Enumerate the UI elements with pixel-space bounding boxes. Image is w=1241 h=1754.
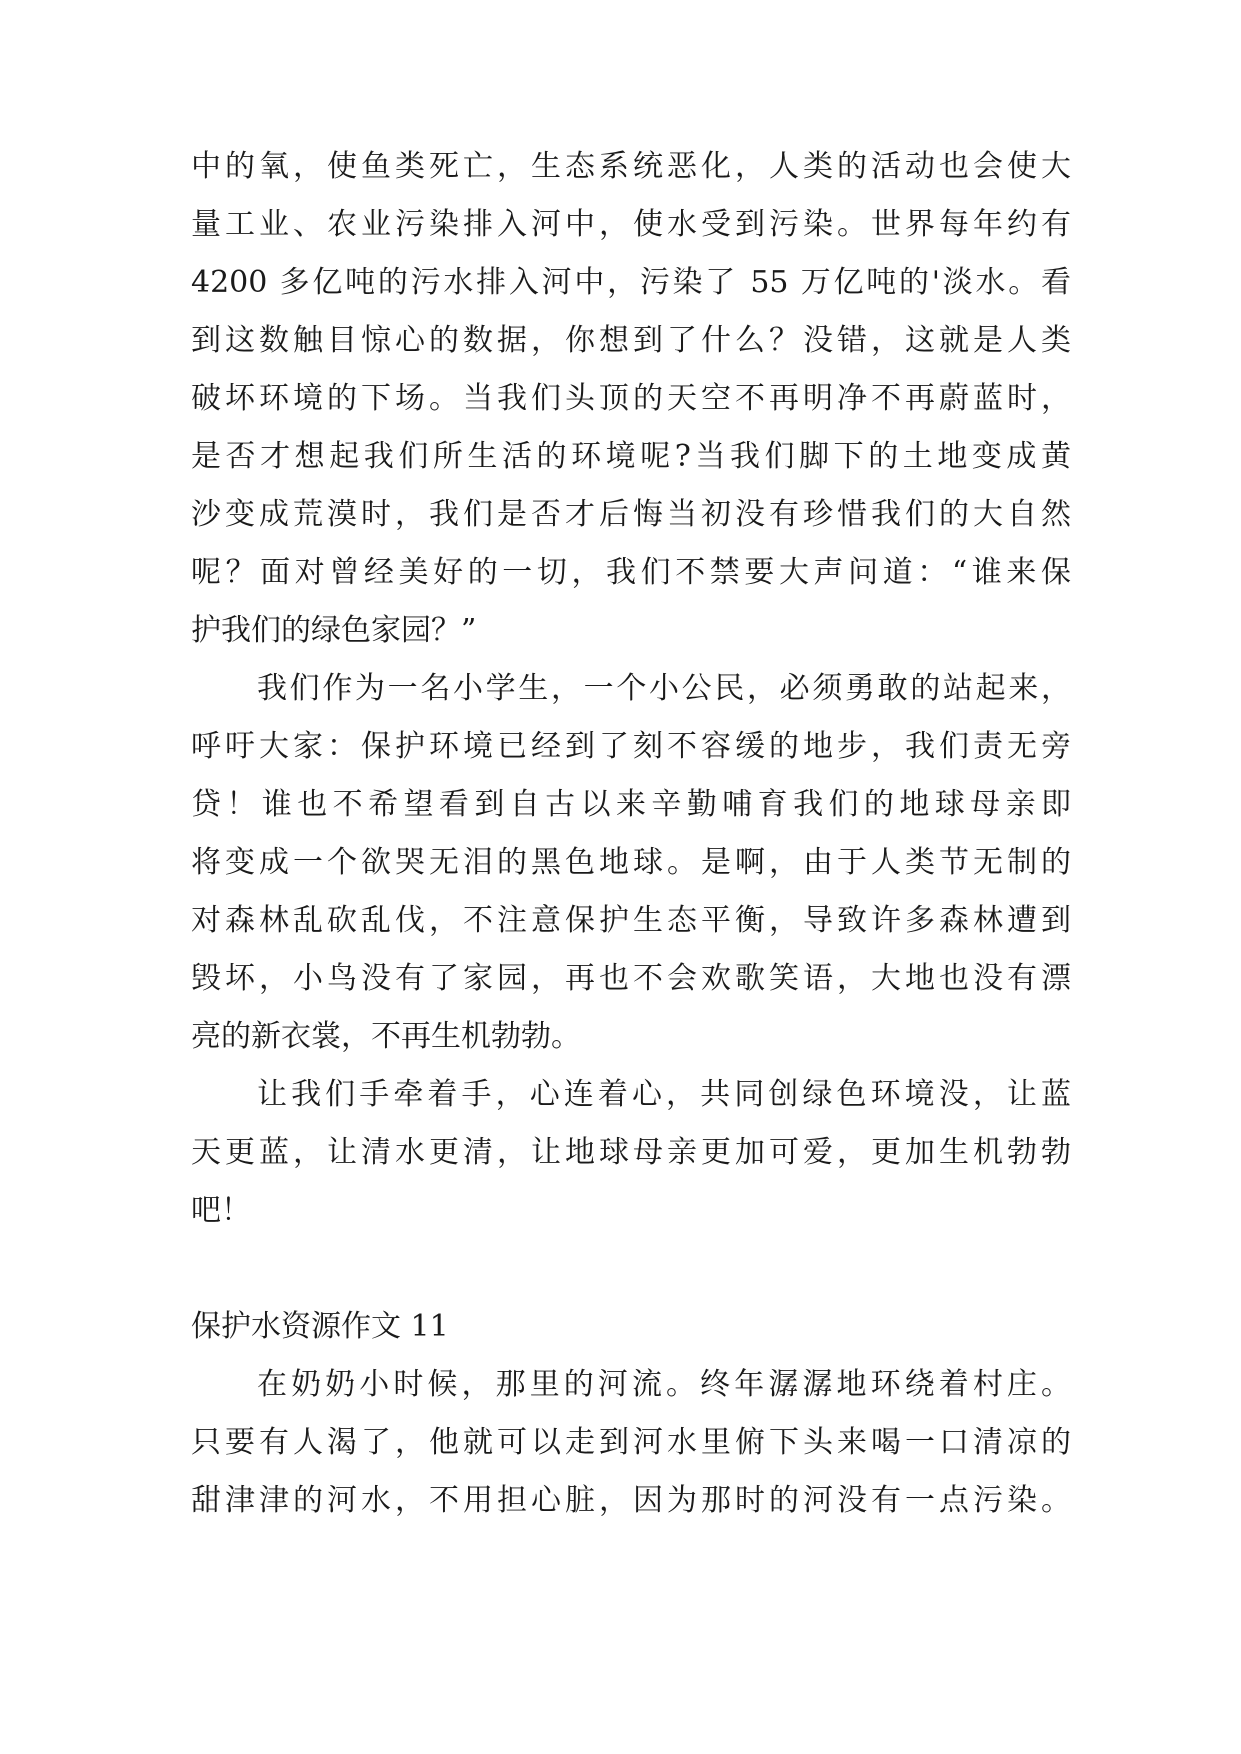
paragraph-line: 只要有人渴了，他就可以走到河水里俯下头来喝一口清凉的 [191, 1425, 1071, 1460]
paragraph-line: 对森林乱砍乱伐，不注意保护生态平衡，导致许多森林遭到 [191, 903, 1071, 938]
paragraph-line: 亮的新衣裳，不再生机勃勃。 [191, 1019, 581, 1054]
paragraph-line: 甜津津的河水，不用担心脏，因为那时的河没有一点污染。 [191, 1483, 1071, 1518]
paragraph-line: 呢？面对曾经美好的一切，我们不禁要大声问道：“谁来保 [191, 555, 1071, 590]
paragraph-line: 将变成一个欲哭无泪的黑色地球。是啊，由于人类节无制的 [191, 845, 1071, 880]
paragraph-line: 破坏环境的下场。当我们头顶的天空不再明净不再蔚蓝时， [191, 381, 1071, 416]
section-title: 保护水资源作文 11 [191, 1309, 449, 1344]
paragraph-line: 量工业、农业污染排入河中，使水受到污染。世界每年约有 [191, 207, 1071, 242]
paragraph-line: 让我们手牵着手，心连着心，共同创绿色环境没，让蓝 [257, 1077, 1071, 1112]
paragraph-line: 到这数触目惊心的数据，你想到了什么？没错，这就是人类 [191, 323, 1071, 358]
paragraph-line: 我们作为一名小学生，一个小公民，必须勇敢的站起来， [257, 671, 1071, 706]
paragraph-line: 呼吁大家：保护环境已经到了刻不容缓的地步，我们责无旁 [191, 729, 1071, 764]
paragraph-line: 天更蓝，让清水更清，让地球母亲更加可爱，更加生机勃勃 [191, 1135, 1071, 1170]
paragraph-line: 中的氧，使鱼类死亡，生态系统恶化，人类的活动也会使大 [191, 149, 1071, 184]
paragraph-line: 贷！谁也不希望看到自古以来辛勤哺育我们的地球母亲即 [191, 787, 1071, 822]
paragraph-line: 4200 多亿吨的污水排入河中，污染了 55 万亿吨的'淡水。看 [191, 265, 1071, 300]
paragraph-line: 在奶奶小时候，那里的河流。终年潺潺地环绕着村庄。 [257, 1367, 1071, 1402]
paragraph-line: 毁坏，小鸟没有了家园，再也不会欢歌笑语，大地也没有漂 [191, 961, 1071, 996]
paragraph-line: 护我们的绿色家园？” [191, 613, 477, 648]
paragraph-line: 吧！ [191, 1193, 251, 1228]
paragraph-line: 是否才想起我们所生活的环境呢?当我们脚下的土地变成黄 [191, 439, 1071, 474]
paragraph-line: 沙变成荒漠时，我们是否才后悔当初没有珍惜我们的大自然 [191, 497, 1071, 532]
